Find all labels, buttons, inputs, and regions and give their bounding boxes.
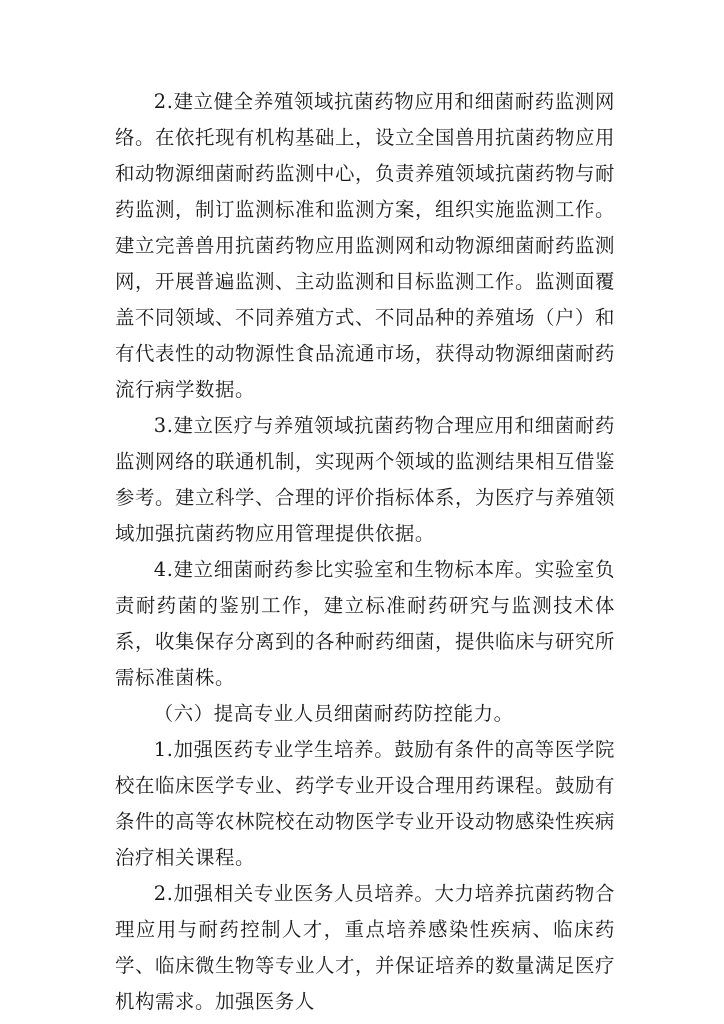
paragraph-student-training: 1.加强医药专业学生培养。鼓励有条件的高等医学院校在临床医学专业、药学专业开设合理用药课程。鼓励有条件的高等农林院校在动物医学专业开设动物感染性疾病治疗相关课程。 [115, 738, 615, 869]
section-heading-professional-capacity: （六）提高专业人员细菌耐药防控能力。 [153, 702, 514, 725]
paragraph-linkage-mechanism: 3.建立医疗与养殖领域抗菌药物合理应用和细菌耐药监测网络的联通机制，实现两个领域的监测结果相互借鉴参考。建立科学、合理的评价指标体系，为医疗与养殖领域加强抗菌药物应用管理提供依据。 [115, 414, 615, 545]
paragraph-medical-staff-training: 2.加强相关专业医务人员培养。大力培养抗菌药物合理应用与耐药控制人才，重点培养感染性疾病、临床药学、临床微生物等专业人才，并保证培养的数量满足医疗机构需求。加强医务人 [115, 882, 615, 1013]
document-body [115, 84, 615, 1020]
paragraph-reference-laboratory: 4.建立细菌耐药参比实验室和生物标本库。实验室负责耐药菌的鉴别工作，建立标准耐药研究与监测技术体系，收集保存分离到的各种耐药细菌，提供临床与研究所需标准菌株。 [115, 558, 615, 689]
paragraph-surveillance-network-livestock: 2.建立健全养殖领域抗菌药物应用和细菌耐药监测网络。在依托现有机构基础上，设立全国兽用抗菌药物应用和动物源细菌耐药监测中心，负责养殖领域抗菌药物与耐药监测，制订监测标准和监测方案，组织实施监测工作。建立完善兽用抗菌药物应用监测网和动物源细菌耐药监测网，开展普遍监测、主动监测和目标监测工作。监测面覆盖不同领域、不同养殖方式、不同品种的养殖场（户）和有代表性的动物源性食品流通市场，获得动物源细菌耐药流行病学数据。 [115, 90, 615, 401]
